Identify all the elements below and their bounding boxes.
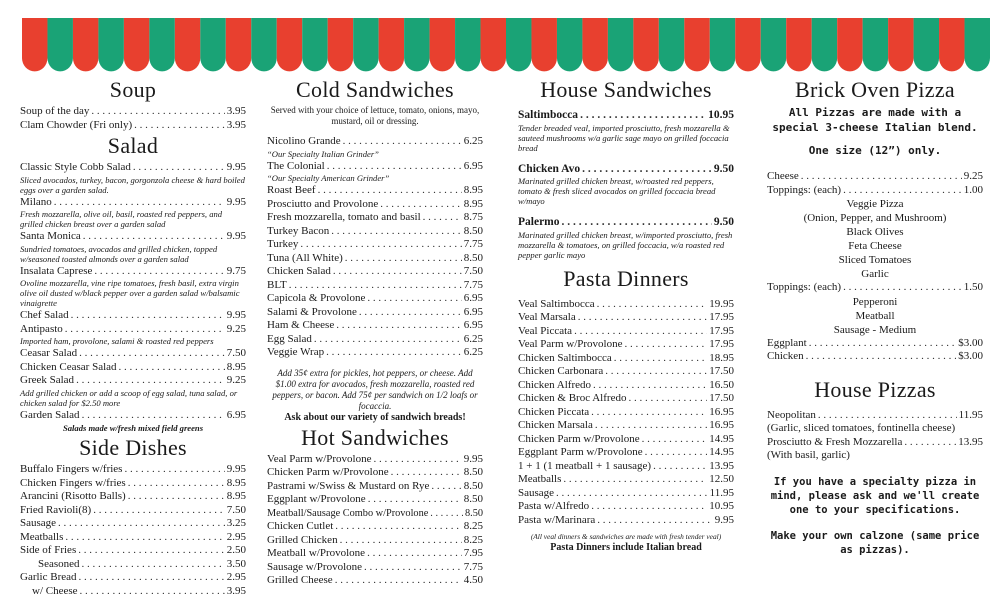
- menu-item: Tuna (All White) . . . 8.50: [267, 252, 483, 266]
- menu-item: Meatballs . . . 12.50: [518, 473, 734, 487]
- column-1: [20, 76, 246, 598]
- awning-stripe: [582, 18, 607, 71]
- menu-item: Arancini (Risotto Balls) . . . 8.95: [20, 490, 246, 504]
- menu-item: Chicken Ceasar Salad . . . 8.95: [20, 361, 246, 375]
- awning-stripe: [124, 18, 149, 71]
- menu-item: Milano . . . 9.95: [20, 196, 246, 210]
- awning-stripe: [149, 18, 174, 71]
- item-subtitle: (Garlic, sliced tomatoes, fontinella cheese): [767, 422, 956, 434]
- menu-item: w/ Cheese . . . 3.95: [20, 585, 246, 599]
- menu-item: Soup of the day . . . 3.95: [20, 105, 246, 119]
- column-2: [267, 76, 483, 588]
- sandwich-extras-note: Add 35¢ extra for pickles, hot peppers, or cheese. Add $1.00 extra for avocados, fresh mozzarella, roasted red peppers, or bacon. Add 75¢ per sandwich on 1/2 loafs or focaccia.: [272, 367, 478, 411]
- menu-item: Grilled Cheese . . . 4.50: [267, 574, 483, 588]
- item-description: Marinated grilled chicken breast, w/imported prosciutto, fresh mozzarella & tomatoes, on grilled foccacia, w/a roasted red pepper garlic mayo: [518, 229, 733, 260]
- menu-item: Eggplant Parm w/Provolone . . . 14.95: [518, 446, 734, 460]
- pasta-footer-note: Pasta Dinners include Italian bread: [550, 542, 702, 553]
- brick-oven-pizza-heading: Brick Oven Pizza: [795, 77, 955, 102]
- menu-item: Veal Saltimbocca . . . 19.95: [518, 298, 734, 312]
- pasta-dinners-list: [518, 298, 734, 528]
- menu-item: Ham & Cheese . . . 6.95: [267, 319, 483, 333]
- menu-item: Toppings: (each) . . . 1.00: [767, 184, 983, 198]
- menu-item: Chicken Saltimbocca . . . 18.95: [518, 352, 734, 366]
- menu-item: Pasta w/Marinara . . . 9.95: [518, 514, 734, 528]
- item-description: Add grilled chicken or add a scoop of egg salad, tuna salad, or chicken salad for $2.50 more: [20, 387, 238, 408]
- menu-item: Santa Monica . . . 9.95: [20, 230, 246, 244]
- awning-stripe: [251, 18, 276, 71]
- menu-item: Clam Chowder (Fri only) . . . 3.95: [20, 119, 246, 133]
- menu-item: Chicken Fingers w/fries . . . 8.95: [20, 477, 246, 491]
- menu-item: Chicken Piccata . . . 16.95: [518, 406, 734, 420]
- menu-item: Neopolitan . . . 11.95: [767, 409, 983, 423]
- menu-item: Saltimbocca . . . 10.95: [518, 109, 734, 123]
- menu-item: Chicken Alfredo . . . 16.50: [518, 379, 734, 393]
- hot-sandwiches-heading: Hot Sandwiches: [301, 424, 449, 450]
- menu-item: Grilled Chicken . . . 8.25: [267, 534, 483, 548]
- awning-stripe: [481, 18, 506, 71]
- menu-item: Pastrami w/Swiss & Mustard on Rye . . . 8.50: [267, 480, 483, 494]
- hot-sandwiches-list: [267, 453, 483, 588]
- topping: Pepperoni: [852, 295, 898, 308]
- menu-item: Meatball/Sausage Combo w/Provolone . . . 8.50: [267, 507, 483, 521]
- awning-stripe: [277, 18, 302, 71]
- topping: Sliced Tomatoes: [838, 254, 912, 266]
- awning-stripe: [812, 18, 837, 71]
- menu-item: Palermo . . . 9.50: [518, 216, 734, 230]
- topping: Sausage - Medium: [833, 323, 917, 336]
- awning-stripe: [939, 18, 964, 71]
- column-3: [518, 76, 734, 554]
- item-description: Imported ham, provolone, salami & roasted red peppers: [20, 336, 214, 346]
- topping: Black Olives: [846, 226, 904, 238]
- veal-note: (All veal dinners & sandwiches are made with fresh tender veal): [530, 532, 722, 541]
- pizza-blend-note: All Pizzas are made with a special 3-cheese Italian blend.: [772, 106, 978, 134]
- menu-item: Seasoned . . . 3.50: [20, 558, 246, 572]
- awning-stripe: [888, 18, 913, 71]
- menu-item: 1 + 1 (1 meatball + 1 sausage) . . . 13.95: [518, 460, 734, 474]
- side-dishes-list: [20, 463, 246, 598]
- menu-item: Meatballs . . . 2.95: [20, 531, 246, 545]
- awning-stripe: [710, 18, 735, 71]
- menu-item: Pasta w/Alfredo . . . 10.95: [518, 500, 734, 514]
- menu-item: Veggie Wrap . . . 6.25: [267, 346, 483, 360]
- menu-item: Cheese . . . 9.25: [767, 170, 983, 184]
- menu-item: Sausage w/Provolone . . . 7.75: [267, 561, 483, 575]
- topping: Feta Cheese: [848, 240, 902, 252]
- menu-item: Antipasto . . . 9.25: [20, 323, 246, 337]
- menu-item: BLT . . . 7.75: [267, 279, 483, 293]
- menu-item: Ceasar Salad . . . 7.50: [20, 347, 246, 361]
- menu-item: Fried Ravioli(8) . . . 7.50: [20, 504, 246, 518]
- menu-item: Prosciutto and Provolone . . . 8.95: [267, 198, 483, 212]
- awning-stripe: [608, 18, 633, 71]
- menu-item: Chicken Carbonara . . . 17.50: [518, 365, 734, 379]
- menu-item: Veal Marsala . . . 17.95: [518, 311, 734, 325]
- menu-item: Eggplant w/Provolone . . . 8.50: [267, 493, 483, 507]
- pasta-dinners-heading: Pasta Dinners: [563, 265, 689, 291]
- awning-stripe: [379, 18, 404, 71]
- item-subtitle: (With basil, garlic): [767, 449, 850, 461]
- side-dishes-heading: Side Dishes: [79, 435, 187, 460]
- awning-stripe: [659, 18, 684, 71]
- menu-item: Veal Parm w/Provolone . . . 9.95: [267, 453, 483, 467]
- awning-stripe: [837, 18, 862, 71]
- awning-stripe: [863, 18, 888, 71]
- awning-stripe: [506, 18, 531, 71]
- menu-item: Side of Fries . . . 2.50: [20, 544, 246, 558]
- soup-list: [20, 105, 246, 132]
- awning-stripe: [965, 18, 990, 71]
- awning-stripe: [22, 18, 47, 71]
- item-description: Tender breaded veal, imported prosciutto, fresh mozzarella & sauteed mushrooms w/a garlic sage mayo on grilled foccacia bread: [518, 122, 730, 153]
- menu-item: Buffalo Fingers w/fries . . . 9.95: [20, 463, 246, 477]
- item-description: Marinated grilled chicken breast, w/roasted red peppers, tomato & fresh sliced avocados on grilled foccacia bread w/mayo: [518, 176, 716, 206]
- awning-stripe: [786, 18, 811, 71]
- menu-item: Prosciutto & Fresh Mozzarella . . . 13.95: [767, 436, 983, 450]
- cold-sandwiches-heading: Cold Sandwiches: [296, 77, 454, 102]
- awning-stripe: [557, 18, 582, 71]
- topping: Meatball: [855, 309, 895, 322]
- house-sandwiches-list: [518, 109, 734, 260]
- item-description: Fresh mozzarella, olive oil, basil, roasted red peppers, and grilled chicken breast over a garden salad: [20, 209, 223, 229]
- salad-footer-note: Salads made w/fresh mixed field greens: [62, 423, 204, 433]
- awning-stripe: [404, 18, 429, 71]
- item-description: “Our Specialty Italian Grinder”: [267, 148, 379, 159]
- awning-stripe: [175, 18, 200, 71]
- awning-stripe: [455, 18, 480, 71]
- menu-item: Fresh mozzarella, tomato and basil . . . 8.75: [267, 211, 483, 225]
- awning-stripe: [914, 18, 939, 71]
- menu-item: Chicken . . . $3.00: [767, 350, 983, 364]
- menu-item: Veal Parm w/Provolone . . . 17.95: [518, 338, 734, 352]
- item-description: “Our Specialty American Grinder”: [267, 173, 390, 183]
- menu-item: Chicken Avo . . . 9.50: [518, 163, 734, 177]
- menu-item: Chicken Marsala . . . 16.95: [518, 419, 734, 433]
- pizza-size-note: One size (12”) only.: [808, 144, 942, 157]
- awning-stripe: [47, 18, 72, 71]
- calzone-note: Make your own calzone (same price as pizzas).: [770, 529, 980, 556]
- menu-item: Egg Salad . . . 6.25: [267, 333, 483, 347]
- cold-sandwiches-list: [267, 135, 483, 360]
- column-4: [767, 76, 983, 557]
- menu-item: Meatball w/Provolone . . . 7.95: [267, 547, 483, 561]
- awning-stripe: [430, 18, 455, 71]
- awning-stripe: [353, 18, 378, 71]
- awning-stripe: [98, 18, 123, 71]
- awning-stripe: [531, 18, 556, 71]
- menu-item: Turkey . . . 7.75: [267, 238, 483, 252]
- menu-item: Sausage . . . 11.95: [518, 487, 734, 501]
- sandwich-breads-note: Ask about our variety of sandwich breads!: [284, 411, 466, 423]
- cold-sandwiches-intro: Served with your choice of lettuce, tomato, onions, mayo, mustard, oil or dressing.: [270, 105, 480, 126]
- menu-item: Insalata Caprese . . . 9.75: [20, 265, 246, 279]
- awning-stripe: [735, 18, 760, 71]
- menu-item: Chicken Parm w/Provolone . . . 8.50: [267, 466, 483, 480]
- menu-item: Garden Salad . . . 6.95: [20, 409, 246, 423]
- menu-item: Greek Salad . . . 9.25: [20, 374, 246, 388]
- specialty-pizza-note: If you have a specialty pizza in mind, please ask and we'll create one to your specifications.: [770, 475, 980, 516]
- soup-heading: Soup: [109, 77, 157, 102]
- menu-item: Chicken & Broc Alfredo . . . 17.50: [518, 392, 734, 406]
- menu-item: Capicola & Provolone . . . 6.95: [267, 292, 483, 306]
- menu-item: Roast Beef . . . 8.95: [267, 184, 483, 198]
- awning-stripe: [328, 18, 353, 71]
- menu-item: Turkey Bacon . . . 8.50: [267, 225, 483, 239]
- item-description: Ovoline mozzarella, vine ripe tomatoes, fresh basil, extra virgin olive oil dusted w/black pepper over a garden salad w/balsamic vinaigrette: [20, 278, 240, 308]
- striped-awning: [0, 0, 1000, 75]
- awning-stripe: [684, 18, 709, 71]
- awning-stripe: [302, 18, 327, 71]
- item-description: Sundried tomatoes, avocados and grilled chicken, topped w/seasoned toasted almonds over a garden salad: [20, 243, 218, 264]
- topping: Garlic: [861, 268, 889, 280]
- menu-item: Toppings: (each) . . . 1.50: [767, 281, 983, 295]
- menu-item: Veal Piccata . . . 17.95: [518, 325, 734, 339]
- awning-stripe: [200, 18, 225, 71]
- menu-item: Chicken Cutlet . . . 8.25: [267, 520, 483, 534]
- awning-stripe: [633, 18, 658, 71]
- awning-stripe: [761, 18, 786, 71]
- house-pizzas-heading: House Pizzas: [814, 376, 936, 402]
- menu-item: The Colonial . . . 6.95: [267, 160, 483, 174]
- menu-item: Salami & Provolone . . . 6.95: [267, 306, 483, 320]
- menu-item: Nicolino Grande . . . 6.25: [267, 135, 483, 149]
- menu-item: Chicken Salad . . . 7.50: [267, 265, 483, 279]
- menu-item: Garlic Bread . . . 2.95: [20, 571, 246, 585]
- topping: (Onion, Pepper, and Mushroom): [803, 212, 947, 224]
- menu-item: Chicken Parm w/Provolone . . . 14.95: [518, 433, 734, 447]
- awning-stripe: [73, 18, 98, 71]
- topping: Veggie Pizza: [846, 198, 904, 210]
- menu-item: Eggplant . . . $3.00: [767, 337, 983, 351]
- menu-item: Classic Style Cobb Salad . . . 9.95: [20, 161, 246, 175]
- menu-item: Chef Salad . . . 9.95: [20, 309, 246, 323]
- menu-item: Sausage . . . 3.25: [20, 517, 246, 531]
- salad-heading: Salad: [107, 133, 159, 158]
- salad-list: [20, 161, 246, 434]
- item-description: Sliced avocados, turkey, bacon, gorgonzola cheese & hard boiled eggs over a garden salad.: [20, 174, 245, 195]
- awning-stripe: [226, 18, 251, 71]
- house-sandwiches-heading: House Sandwiches: [540, 77, 712, 102]
